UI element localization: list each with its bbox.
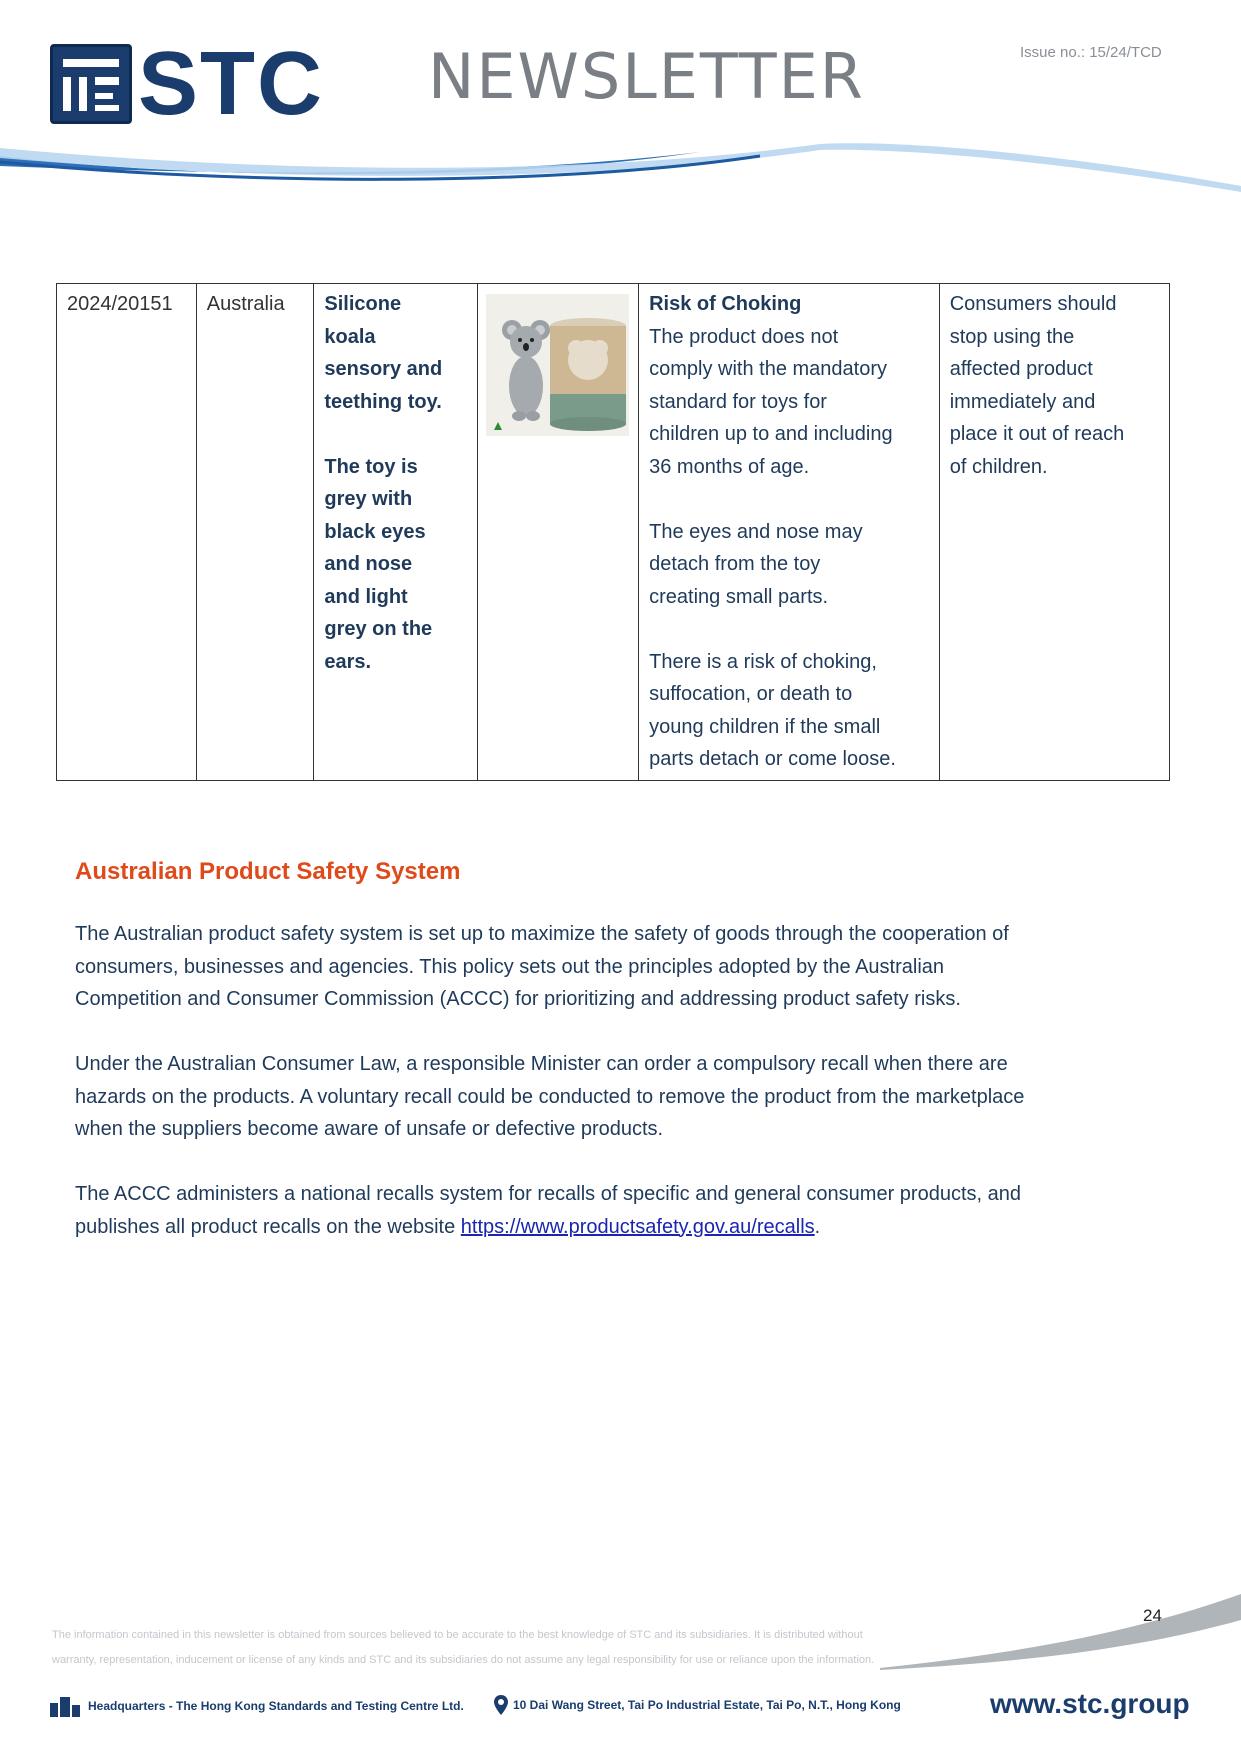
recall-country: Australia <box>196 284 314 781</box>
product-image-cell <box>478 284 639 781</box>
logo-text: STC <box>138 34 324 134</box>
section-title: Australian Product Safety System <box>75 858 461 885</box>
header-swoosh <box>0 140 1241 200</box>
hazard-title: Risk of Choking <box>649 293 802 315</box>
consumer-action: Consumers should stop using the affected product immediately and place it out of reach of children. <box>939 284 1169 781</box>
headquarters: Headquarters - The Hong Kong Standards and Testing Centre Ltd. <box>48 1695 464 1717</box>
recall-id: 2024/20151 <box>57 284 197 781</box>
stc-emblem-icon <box>50 44 132 124</box>
table-row <box>57 284 1170 781</box>
koala-toy-image <box>486 294 629 436</box>
stc-logo <box>50 34 324 134</box>
address: 10 Dai Wang Street, Tai Po Industrial Estate, Tai Po, N.T., Hong Kong <box>494 1695 901 1715</box>
paragraph-1: The Australian product safety system is set up to maximize the safety of goods through the cooperation of consumers, businesses and agencies. This policy sets out the principles adopted by the Australian Competition and Consumer Commission (ACCC) for prioritizing and addressing product safety risks. <box>75 923 1009 1010</box>
hazard-description: Risk of Choking The product does not comply with the mandatory standard for toys for children up to and including 36 months of age. The eyes and nose may detach from the toy creating small parts. There is a risk of choking, suffocation, or death to young children if the small parts detach or come loose. <box>639 284 940 781</box>
website[interactable]: www.stc.group <box>990 1688 1190 1719</box>
paragraph-3: The ACCC administers a national recalls system for recalls of specific and general consumer products, and publishes all product recalls on the website https://www.productsafety.gov.au/recalls. <box>75 1183 1021 1238</box>
issue-number: Issue no.: 15/24/TCD <box>1020 44 1162 61</box>
paragraph-2: Under the Australian Consumer Law, a responsible Minister can order a compulsory recall when there are hazards on the products. A voluntary recall could be conducted to remove the product from the marketplace when the suppliers become aware of unsafe or defective products. <box>75 1053 1025 1140</box>
newsletter-title: NEWSLETTER <box>428 40 865 113</box>
disclaimer: The information contained in this newsletter is obtained from sources believed to be accurate to the best knowledge of STC and its subsidiaries. It is distributed without warranty, representation, inducement or license of any kinds and STC and its subsidiaries do not assume any legal responsibility for use or reliance upon the information. <box>52 1629 875 1666</box>
product-description: Silicone koala sensory and teething toy. The toy is grey with black eyes and nose and light grey on the ears. <box>314 284 478 781</box>
recalls-link[interactable]: https://www.productsafety.gov.au/recalls <box>460 1215 815 1238</box>
recall-table <box>56 283 1170 781</box>
page-number: 24 <box>1143 1606 1162 1625</box>
location-pin-icon <box>494 1695 508 1715</box>
building-icon <box>48 1695 82 1717</box>
